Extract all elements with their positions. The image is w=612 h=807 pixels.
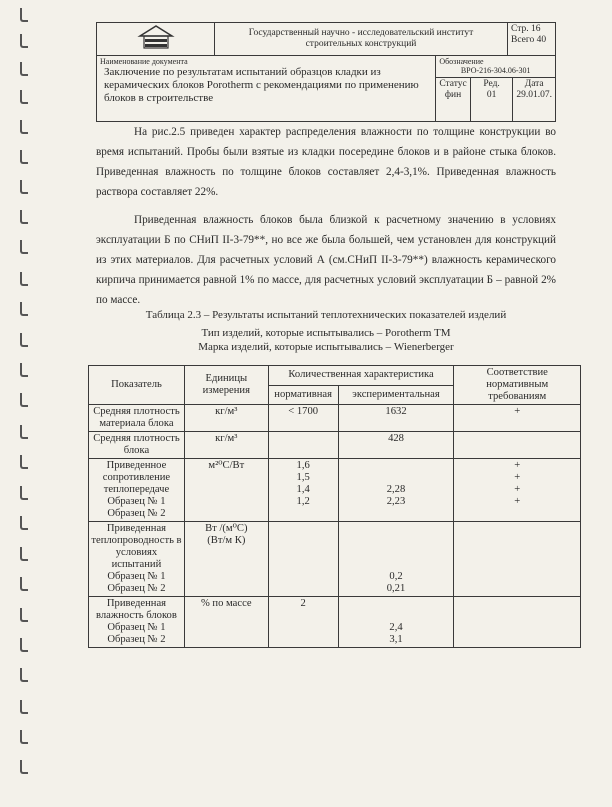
cell-experimental: 2,28 2,23	[338, 459, 454, 522]
doc-name: Заключение по результатам испытаний образцов кладки из керамических блоков Porotherm с рекомендациями по применению блоков в строительстве	[104, 66, 419, 104]
paragraph-2: Приведенная влажность блоков была близкой к расчетному значению в условиях эксплуатации Б по СНиП II-3-79**, но все же была большей, чем установлен для конструкций из этих материалов. Для расчетных условий А (см.СНиП II-3-79**) влажность керамического кирпича принимается равной 1% по массе, для расчетных условий эксплуатации Б – равной 2% по массе.	[96, 214, 556, 306]
status-value: фин	[444, 90, 462, 100]
status-block	[436, 78, 556, 122]
header-indicator: Показатель	[89, 366, 185, 405]
binding-edge	[0, 0, 40, 807]
cell-indicator: Приведенное сопротивление теплопередаче Образец № 1 Образец № 2	[89, 459, 185, 522]
designation-cell	[436, 56, 556, 78]
page-number: Стр. 16	[511, 24, 541, 34]
cell-normative: < 1700	[268, 405, 338, 432]
doc-name-cell	[97, 56, 436, 122]
header-unit: Единицы измерения	[184, 366, 268, 405]
cell-compliance	[454, 522, 581, 597]
cell-experimental: 1632	[338, 405, 454, 432]
cell-indicator: Приведенная теплопроводность в условиях испытаний Образец № 1 Образец № 2	[89, 522, 185, 597]
cell-experimental: 0,2 0,21	[338, 522, 454, 597]
table-row	[89, 432, 581, 459]
designation-label: Обозначение	[439, 57, 484, 66]
cell-indicator: Средняя плотность материала блока	[89, 405, 185, 432]
cell-compliance	[454, 597, 581, 648]
institute-line2: строительных конструкций	[305, 39, 417, 49]
cell-normative: 2	[268, 597, 338, 648]
header-quant: Количественная характеристика	[268, 366, 454, 386]
date-value: 29.01.07.	[516, 90, 552, 100]
cell-unit: кг/м³	[184, 405, 268, 432]
cell-normative: 1,6 1,5 1,4 1,2	[268, 459, 338, 522]
table-row	[89, 459, 581, 522]
table-row	[89, 597, 581, 648]
logo	[97, 23, 215, 56]
header-normative: нормативная	[268, 385, 338, 405]
table-body	[89, 405, 581, 648]
cell-unit: Вт /(м⁰С) (Вт/м К)	[184, 522, 268, 597]
cell-indicator: Средняя плотность блока	[89, 432, 185, 459]
cell-compliance: + + + +	[454, 459, 581, 522]
doc-name-label: Наименование документа	[100, 57, 188, 66]
page-total: Всего 40	[511, 35, 547, 45]
cell-compliance: +	[454, 405, 581, 432]
table-title: Таблица 2.3 – Результаты испытаний теплотехнических показателей изделий	[145, 309, 507, 321]
cell-indicator: Приведенная влажность блоков Образец № 1 Образец № 2	[89, 597, 185, 648]
institute-logo-icon	[136, 24, 176, 50]
product-brand: Марка изделий, которые испытывались – Wienerberger	[198, 341, 454, 353]
cell-normative	[268, 432, 338, 459]
table-row	[89, 522, 581, 597]
page-counter	[508, 23, 556, 56]
cell-experimental: 428	[338, 432, 454, 459]
body-text	[96, 122, 556, 314]
header-compliance: Соответствие нормативным требованиям	[454, 366, 581, 405]
table-row	[89, 405, 581, 432]
designation-value: ВРО-216-304.06-301	[460, 66, 531, 75]
cell-unit: м²⁰С/Вт	[184, 459, 268, 522]
paragraph-1: На рис.2.5 приведен характер распределения влажности по толщине конструкции во время испытаний. Пробы были взятые из кладки посередине блоков и в районе стыка блоков. Приведенная влажность по толщине блоков составляет 2,4-3,1%. Приведенная влажность раствора составляет 22%.	[96, 126, 556, 198]
edition-value: 01	[486, 90, 497, 100]
date-label: Дата	[524, 79, 544, 89]
edition-label: Ред.	[483, 79, 500, 89]
cell-normative	[268, 522, 338, 597]
product-type: Тип изделий, которые испытывались – Porotherm TM	[201, 327, 451, 339]
status-label: Статус	[439, 79, 467, 89]
cell-unit: % по массе	[184, 597, 268, 648]
cell-experimental: 2,4 3,1	[338, 597, 454, 648]
institute-name	[215, 23, 508, 56]
document-header	[96, 22, 556, 122]
table-captions	[96, 308, 556, 354]
results-table	[88, 365, 581, 648]
cell-unit: кг/м³	[184, 432, 268, 459]
header-experimental: экспериментальная	[338, 385, 454, 405]
institute-line1: Государственный научно - исследовательский институт	[248, 28, 474, 38]
cell-compliance	[454, 432, 581, 459]
